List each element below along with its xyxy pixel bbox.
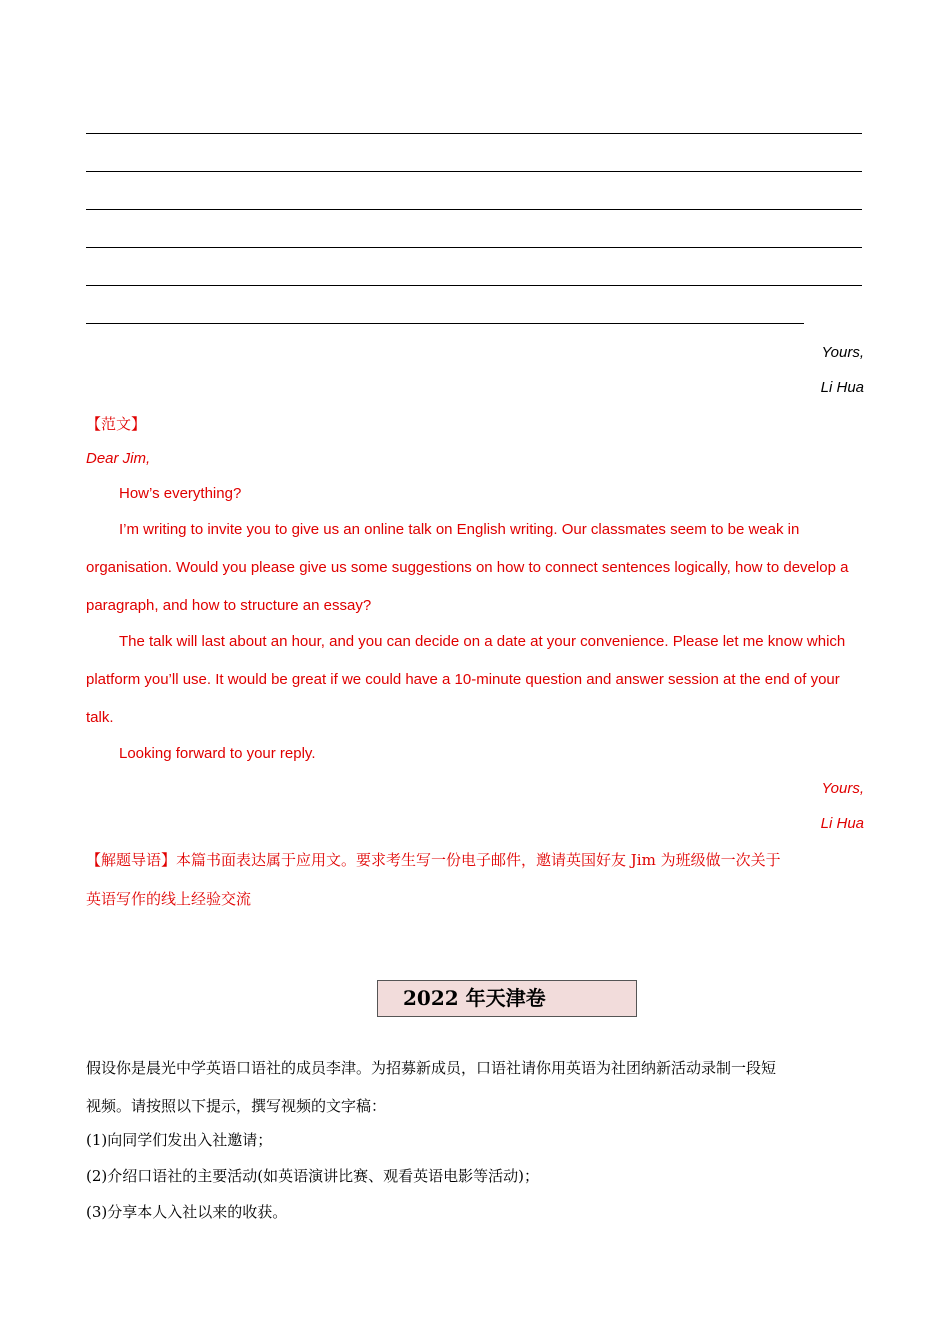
sample-paragraph-4: Looking forward to your reply. (119, 745, 316, 762)
section-title: 2022 年天津卷 (403, 986, 546, 1010)
task-item: (1)向同学们发出入社邀请； (86, 1131, 273, 1149)
sample-header: 【范文】 (86, 415, 147, 433)
answer-line (86, 133, 862, 134)
answer-line (86, 323, 804, 324)
sample-sign-off: Yours, (821, 780, 864, 797)
answer-line (86, 247, 862, 248)
sample-paragraph-1: How’s everything? (119, 485, 242, 502)
answer-line (86, 285, 862, 286)
answer-line (86, 209, 862, 210)
section-heading-box (377, 980, 637, 1017)
sample-paragraph-3-line: talk. (86, 709, 114, 726)
sample-greeting: Dear Jim, (86, 450, 151, 467)
closing-sign-off: Yours, (821, 344, 864, 361)
closing-name: Li Hua (820, 379, 864, 396)
task-line: 视频。请按照以下提示，撰写视频的文字稿： (86, 1097, 387, 1115)
sample-name: Li Hua (820, 815, 864, 832)
task-item: (2)介绍口语社的主要活动(如英语演讲比赛、观看英语电影等活动)； (86, 1167, 539, 1185)
sample-paragraph-3-line: platform you’ll use. It would be great if we could have a 10-minute question and answer session at the end of your (86, 671, 840, 688)
task-item: (3)分享本人入社以来的收获。 (86, 1203, 288, 1221)
sample-paragraph-2-line: organisation. Would you please give us some suggestions on how to connect sentences logically, how to develop a (86, 559, 849, 576)
task-line: 假设你是晨光中学英语口语社的成员李津。为招募新成员，口语社请你用英语为社团纳新活动录制一段短 (86, 1059, 777, 1077)
answer-line (86, 171, 862, 172)
guide-line: 英语写作的线上经验交流 (86, 890, 252, 908)
sample-paragraph-3-line: The talk will last about an hour, and you can decide on a date at your convenience. Please let me know which (119, 633, 846, 650)
guide-line: 【解题导语】本篇书面表达属于应用文。要求考生写一份电子邮件，邀请英国好友 Jim 为班级做一次关于 (86, 851, 781, 869)
sample-paragraph-2-line: I’m writing to invite you to give us an online talk on English writing. Our classmates seem to be weak in (119, 521, 800, 538)
sample-paragraph-2-line: paragraph, and how to structure an essay? (86, 597, 372, 614)
